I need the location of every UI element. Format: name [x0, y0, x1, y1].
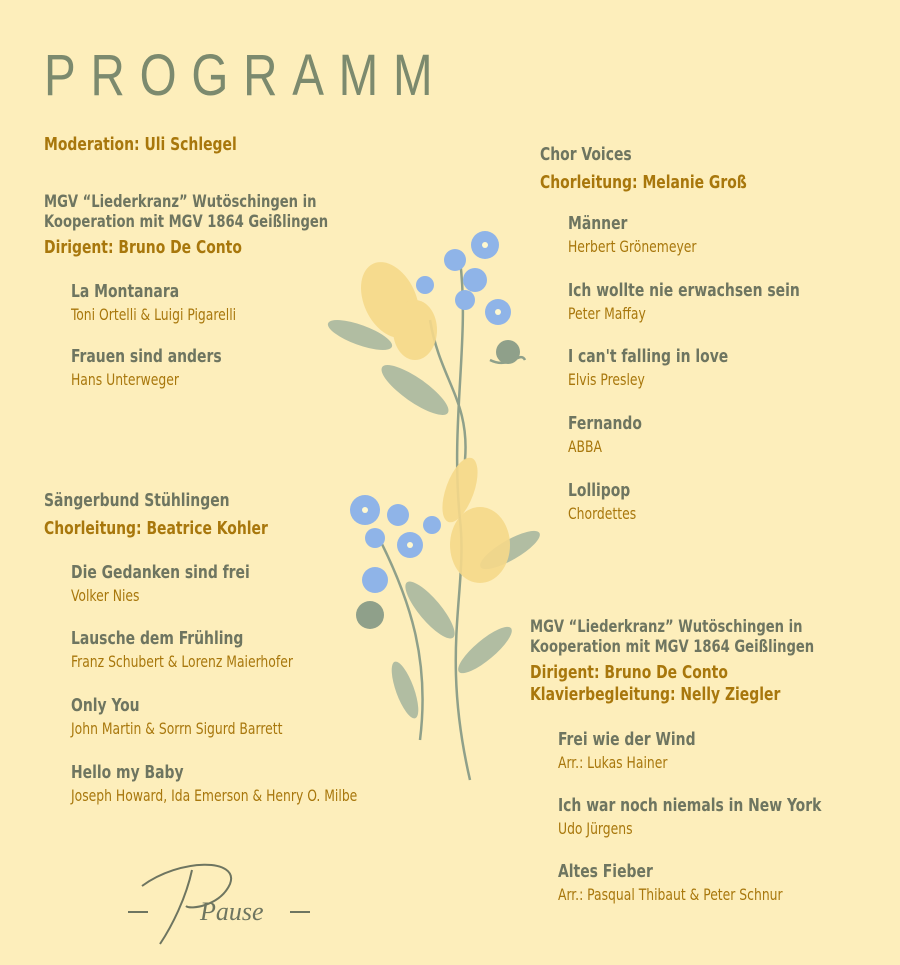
- song-composer: Joseph Howard, Ida Emerson & Henry O. Milbe: [71, 786, 358, 805]
- song-title: Fernando: [568, 413, 642, 434]
- song-composer: Arr.: Pasqual Thibaut & Peter Schnur: [558, 885, 783, 904]
- song-title: La Montanara: [71, 281, 180, 302]
- right-group2-leader: [530, 662, 821, 706]
- song-composer: Chordettes: [568, 504, 637, 523]
- program-item: [558, 860, 819, 906]
- song-composer: Hans Unterweger: [71, 370, 179, 389]
- song-composer: Volker Nies: [71, 586, 140, 605]
- leader-text: Dirigent: Bruno De Conto: [530, 662, 728, 683]
- leader-text: Chorleitung: Beatrice Kohler: [44, 518, 268, 539]
- leader-text: Chorleitung: Melanie Groß: [540, 172, 747, 193]
- program-item: [71, 561, 279, 607]
- song-composer: ABBA: [568, 437, 602, 456]
- page-title: PROGRAMM: [44, 43, 448, 108]
- left-group2-name: [44, 490, 260, 512]
- song-composer: Herbert Grönemeyer: [568, 237, 697, 256]
- program-item: [558, 728, 718, 774]
- program-item: [568, 279, 838, 325]
- song-composer: Elvis Presley: [568, 370, 645, 389]
- left-group1-leader: [44, 237, 274, 259]
- right-group1-leader: [540, 172, 780, 194]
- program-item: [71, 280, 263, 326]
- program-item: [558, 794, 864, 840]
- program-item: [568, 479, 647, 525]
- song-title: Only You: [71, 695, 140, 716]
- song-composer: Toni Ortelli & Luigi Pigarelli: [71, 305, 237, 324]
- group-name-line: Kooperation mit MGV 1864 Geißlingen: [530, 637, 815, 657]
- group-name-line: MGV “Liederkranz” Wutöschingen in: [44, 192, 317, 212]
- right-group2-name: [530, 617, 860, 657]
- song-title: Ich war noch niemals in New York: [558, 795, 822, 816]
- group-name-line: Chor Voices: [540, 144, 632, 165]
- song-composer: Peter Maffay: [568, 304, 646, 323]
- program-item: [568, 212, 717, 258]
- program-item: [71, 627, 329, 673]
- song-title: Die Gedanken sind frei: [71, 562, 250, 583]
- pause-signature: [120, 848, 320, 948]
- song-title: Altes Fieber: [558, 861, 653, 882]
- song-title: Männer: [568, 213, 628, 234]
- song-title: Ich wollte nie erwachsen sein: [568, 280, 800, 301]
- pause-text: Pause: [200, 897, 264, 926]
- song-title: Lausche dem Frühling: [71, 628, 244, 649]
- program-item: [568, 412, 654, 458]
- song-composer: John Martin & Sorrn Sigurd Barrett: [71, 719, 283, 738]
- leader-text: Dirigent: Bruno De Conto: [44, 237, 242, 258]
- song-title: Lollipop: [568, 480, 631, 501]
- song-title: Hello my Baby: [71, 762, 184, 783]
- floral-illustration: [320, 220, 550, 800]
- program-item: [71, 694, 317, 740]
- left-group2-leader: [44, 518, 304, 540]
- song-title: Frauen sind anders: [71, 346, 222, 367]
- song-title: I can't falling in love: [568, 346, 729, 367]
- accompaniment-text: Klavierbegleitung: Nelly Ziegler: [530, 684, 781, 705]
- song-title: Frei wie der Wind: [558, 729, 696, 750]
- group-name-line: Sängerbund Stühlingen: [44, 490, 230, 511]
- song-composer: Arr.: Lukas Hainer: [558, 753, 668, 772]
- song-composer: Udo Jürgens: [558, 819, 633, 838]
- song-composer: Franz Schubert & Lorenz Maierhofer: [71, 652, 293, 671]
- right-group1-name: [540, 144, 647, 166]
- program-item: [71, 345, 246, 391]
- moderation-text: Moderation: Uli Schlegel: [44, 134, 237, 155]
- moderation-line: [44, 134, 268, 156]
- program-item: [568, 345, 754, 391]
- group-name-line: MGV “Liederkranz” Wutöschingen in: [530, 617, 803, 637]
- group-name-line: Kooperation mit MGV 1864 Geißlingen: [44, 212, 329, 232]
